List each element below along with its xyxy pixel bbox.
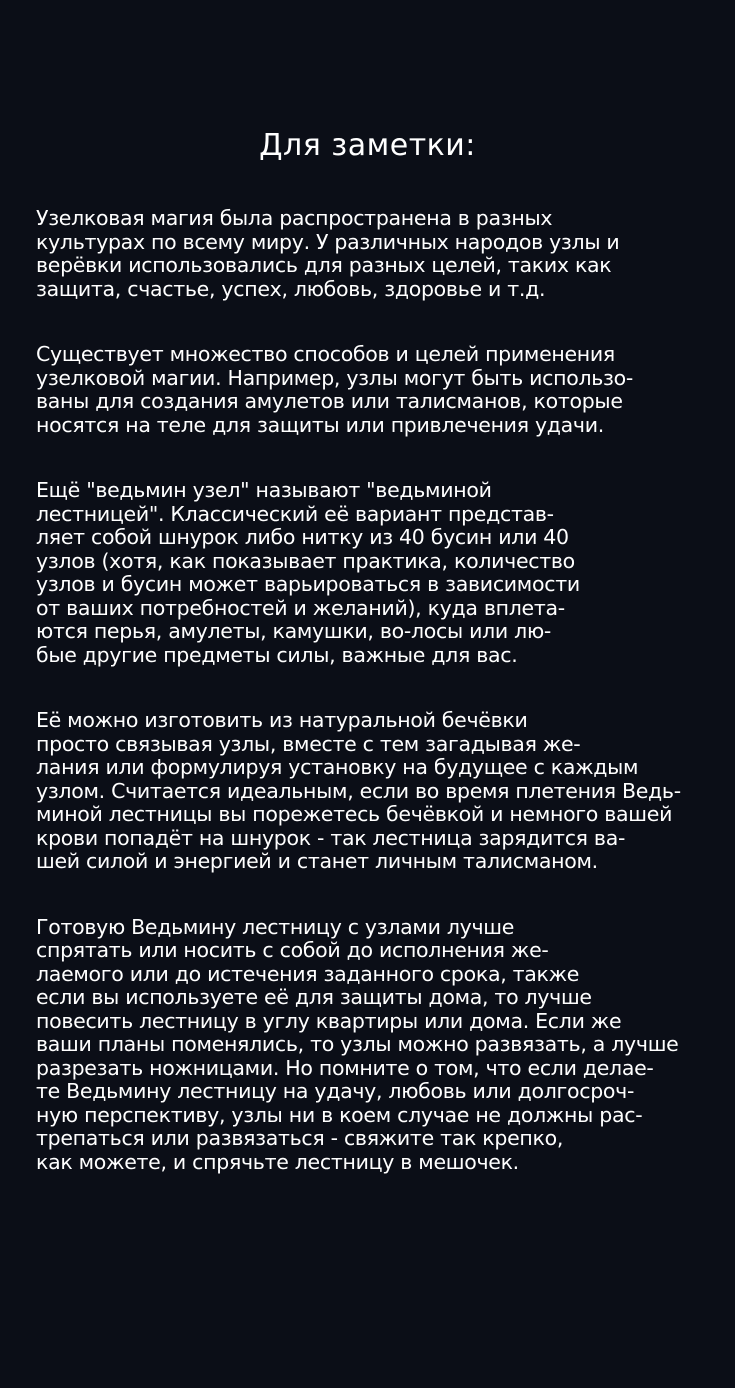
page-title: Для заметки: — [259, 128, 476, 163]
text-line: Готовую Ведьмину лестницу с узлами лучше — [36, 914, 515, 939]
text-line: как можете, и спрячьте лестницу в мешочек. — [36, 1149, 519, 1174]
text-line: Узелковая магия была распространена в разных — [36, 206, 553, 230]
text-line: лания или формулируя установку на будущее с каждым — [36, 755, 639, 779]
text-line: если вы используете её для защиты дома, то лучше — [36, 985, 592, 1009]
text-line: Её можно изготовить из натуральной бечёвки — [36, 708, 528, 732]
paragraph-1 — [36, 207, 708, 301]
paragraph-3 — [36, 479, 708, 667]
text-line: от ваших потребностей и желаний), куда вплета- — [36, 595, 565, 620]
text-line: те Ведьмину лестницу на удачу, любовь или долгосроч- — [36, 1079, 635, 1103]
text-line: Ещё "ведьмин узел" называют "ведьминой — [36, 478, 492, 502]
text-line: культурах по всему миру. У различных народов узлы и — [36, 229, 620, 254]
paragraph-4 — [36, 709, 708, 874]
text-line: миной лестницы вы порежетесь бечёвкой и немного вашей — [36, 802, 673, 826]
note-body — [36, 207, 708, 1216]
paragraph-2 — [36, 343, 708, 437]
text-line: крови попадёт на шнурок - так лестница зарядится ва- — [36, 825, 626, 850]
text-line: лестницей". Классический её вариант представ- — [36, 501, 554, 526]
paragraph-5 — [36, 916, 708, 1175]
text-line: ются перья, амулеты, камушки, во-лосы или лю- — [36, 619, 552, 643]
text-line: узлов (хотя, как показывает практика, количество — [36, 548, 575, 573]
text-line: носятся на теле для защиты или привлечения удачи. — [36, 412, 604, 437]
text-line: разрезать ножницами. Но помните о том, что если делае- — [36, 1055, 654, 1080]
text-line: Существует множество способов и целей применения — [36, 342, 615, 366]
text-line: ляет собой шнурок либо нитку из 40 бусин или 40 — [36, 525, 569, 549]
text-line: спрятать или носить с собой до исполнения же- — [36, 938, 549, 962]
text-line: ную перспективу, узлы ни в коем случае не должны рас- — [36, 1102, 643, 1127]
text-line: ваши планы поменялись, то узлы можно развязать, а лучше — [36, 1032, 679, 1056]
text-line: лаемого или до истечения заданного срока, также — [36, 961, 580, 986]
text-line: ваны для создания амулетов или талисманов, которые — [36, 389, 623, 413]
text-line: узлов и бусин может варьироваться в зависимости — [36, 572, 580, 596]
text-line: верёвки использовались для разных целей, таких как — [36, 253, 612, 277]
text-line: трепаться или развязаться - свяжите так крепко, — [36, 1126, 564, 1150]
text-line: защита, счастье, успех, любовь, здоровье и т.д. — [36, 276, 546, 301]
text-line: просто связывая узлы, вместе с тем загадывая же- — [36, 731, 581, 756]
text-line: узлом. Считается идеальным, если во время плетения Ведь- — [36, 778, 681, 803]
text-line: узелковой магии. Например, узлы могут быть использо- — [36, 365, 633, 390]
text-line: повесить лестницу в углу квартиры или дома. Если же — [36, 1008, 622, 1033]
text-line: бые другие предметы силы, важные для вас. — [36, 642, 518, 667]
text-line: шей силой и энергией и станет личным талисманом. — [36, 849, 598, 873]
